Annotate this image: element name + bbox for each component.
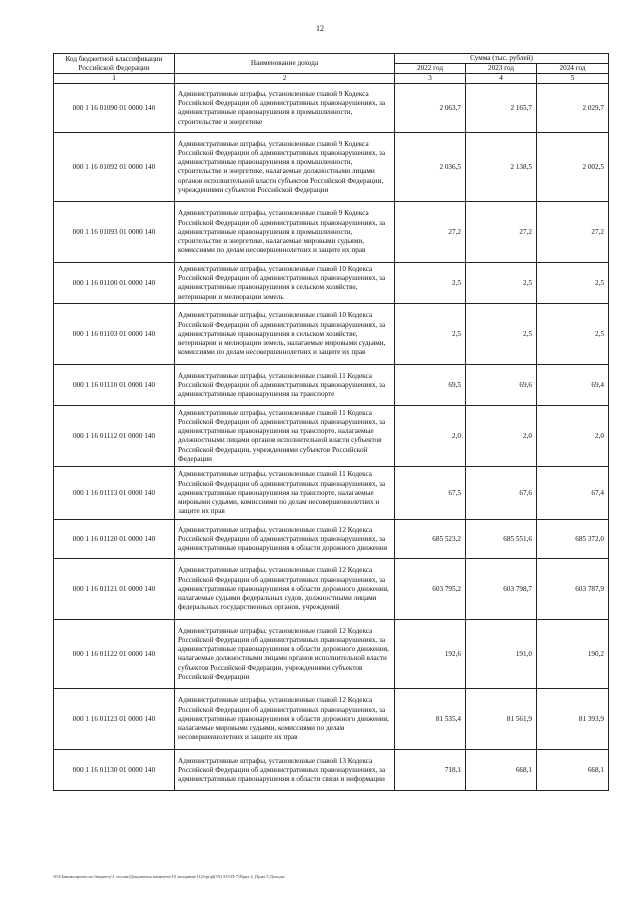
row-value-2023: 67,6 (466, 467, 537, 520)
row-value-2024: 2,5 (537, 304, 609, 365)
row-name: Административные штрафы, установленные главой 9 Кодекса Российской Федерации об административных правонарушениях, за административные правонарушения в промышленности, строительстве и энергетике (175, 84, 395, 133)
row-name: Административные штрафы, установленные главой 9 Кодекса Российской Федерации об административных правонарушениях, за административные правонарушения в промышленности, строительстве и энергетике, налагаемые должностными лицами органов исполнительной власти субъектов Российской Федерации, учреждениями субъектов Российской Федерации (175, 133, 395, 202)
row-code: 000 1 16 01110 01 0000 140 (54, 365, 175, 406)
header-year-2023: 2023 год (466, 64, 537, 74)
row-value-2024: 2,0 (537, 406, 609, 467)
header-year-2022: 2022 год (395, 64, 466, 74)
table-row (54, 559, 609, 620)
row-code: 000 1 16 01092 01 0000 140 (54, 133, 175, 202)
row-value-2023: 2 138,5 (466, 133, 537, 202)
header-name: Наименование дохода (175, 54, 395, 74)
column-number: 3 (395, 74, 466, 84)
page-number: 12 (316, 24, 324, 33)
table-row (54, 750, 609, 791)
row-code: 000 1 16 01093 01 0000 140 (54, 202, 175, 263)
row-value-2023: 2,0 (466, 406, 537, 467)
row-name: Административные штрафы, установленные главой 12 Кодекса Российской Федерации об административных правонарушениях, за административные правонарушения в области дорожного движения, налагаемые судьями федеральных судов, должностными лицами федеральных государственных органов, учреждений (175, 559, 395, 620)
row-name: Административные штрафы, установленные главой 11 Кодекса Российской Федерации об административных правонарушениях, за административные правонарушения на транспорте, налагаемые должностными лицами органов исполнительной власти субъектов Российской Федерации, учреждениями субъектов Российской Федерации (175, 406, 395, 467)
row-name: Административные штрафы, установленные главой 12 Кодекса Российской Федерации об административных правонарушениях, за административные правонарушения в области дорожного движения, налагаемые должностными лицами органов исполнительной власти субъектов Российской Федерации, учреждениями субъектов Российской Федерации (175, 620, 395, 689)
row-value-2022: 2,5 (395, 304, 466, 365)
row-value-2022: 69,5 (395, 365, 466, 406)
table-row (54, 304, 609, 365)
column-number: 2 (175, 74, 395, 84)
row-value-2022: 2,0 (395, 406, 466, 467)
row-value-2023: 2,5 (466, 263, 537, 304)
row-value-2023: 685 551,6 (466, 520, 537, 559)
header-year-2024: 2024 год (537, 64, 609, 74)
row-value-2022: 718,1 (395, 750, 466, 791)
row-value-2024: 2 002,5 (537, 133, 609, 202)
row-value-2024: 27,2 (537, 202, 609, 263)
table-row (54, 467, 609, 520)
table-row (54, 365, 609, 406)
footer-path: \Pcl\Законопроект по бюджету\1 сессия\Документы комитета\19 заседание (12)\pr\pl(19) 315-П-7\Прил 2_Прил 5 Доходы (53, 874, 285, 879)
header-sum: Сумма (тыс. рублей) (395, 54, 609, 64)
row-code: 000 1 16 01122 01 0000 140 (54, 620, 175, 689)
row-value-2022: 67,5 (395, 467, 466, 520)
row-code: 000 1 16 01090 01 0000 140 (54, 84, 175, 133)
revenue-table (53, 53, 609, 791)
row-value-2023: 668,1 (466, 750, 537, 791)
row-value-2022: 685 523,2 (395, 520, 466, 559)
row-code: 000 1 16 01112 01 0000 140 (54, 406, 175, 467)
row-value-2024: 69,4 (537, 365, 609, 406)
header-code: Код бюджетной классификации Российской Федерации (54, 54, 175, 74)
column-number: 4 (466, 74, 537, 84)
table-row (54, 689, 609, 750)
row-value-2024: 2 029,7 (537, 84, 609, 133)
row-value-2024: 685 372,0 (537, 520, 609, 559)
row-code: 000 1 16 01113 01 0000 140 (54, 467, 175, 520)
row-name: Административные штрафы, установленные главой 11 Кодекса Российской Федерации об административных правонарушениях, за административные правонарушения на транспорте (175, 365, 395, 406)
row-value-2023: 69,6 (466, 365, 537, 406)
table-row (54, 520, 609, 559)
row-value-2023: 81 561,9 (466, 689, 537, 750)
row-value-2024: 190,2 (537, 620, 609, 689)
row-value-2024: 668,1 (537, 750, 609, 791)
table-row (54, 620, 609, 689)
row-value-2023: 2,5 (466, 304, 537, 365)
table-row (54, 133, 609, 202)
row-name: Административные штрафы, установленные главой 13 Кодекса Российской Федерации об административных правонарушениях, за административные правонарушения в области связи и информации (175, 750, 395, 791)
row-name: Административные штрафы, установленные главой 12 Кодекса Российской Федерации об административных правонарушениях, за административные правонарушения в области дорожного движения, налагаемые мировыми судьями, комиссиями по делам несовершеннолетних и защите их прав (175, 689, 395, 750)
row-name: Административные штрафы, установленные главой 11 Кодекса Российской Федерации об административных правонарушениях, за административные правонарушения на транспорте, налагаемые мировыми судьями, комиссиями по делам несовершеннолетних и защите их прав (175, 467, 395, 520)
row-value-2023: 603 798,7 (466, 559, 537, 620)
row-code: 000 1 16 01100 01 0000 140 (54, 263, 175, 304)
row-code: 000 1 16 01103 01 0000 140 (54, 304, 175, 365)
row-name: Административные штрафы, установленные главой 10 Кодекса Российской Федерации об административных правонарушениях, за административные правонарушения в сельском хозяйстве, ветеринарии и мелиорации земель (175, 263, 395, 304)
column-number: 5 (537, 74, 609, 84)
row-code: 000 1 16 01121 01 0000 140 (54, 559, 175, 620)
table-body (54, 84, 609, 791)
row-value-2024: 2,5 (537, 263, 609, 304)
row-name: Административные штрафы, установленные главой 10 Кодекса Российской Федерации об административных правонарушениях, за административные правонарушения в сельском хозяйстве, ветеринарии и мелиорации земель, налагаемые мировыми судьями, комиссиями по делам несовершеннолетних и защите их прав (175, 304, 395, 365)
table-row (54, 84, 609, 133)
row-value-2023: 191,0 (466, 620, 537, 689)
column-number: 1 (54, 74, 175, 84)
row-code: 000 1 16 01130 01 0000 140 (54, 750, 175, 791)
row-value-2024: 67,4 (537, 467, 609, 520)
table-row (54, 263, 609, 304)
row-value-2023: 2 165,7 (466, 84, 537, 133)
table-row (54, 202, 609, 263)
row-value-2022: 192,6 (395, 620, 466, 689)
row-value-2022: 27,2 (395, 202, 466, 263)
row-code: 000 1 16 01120 01 0000 140 (54, 520, 175, 559)
row-value-2022: 81 535,4 (395, 689, 466, 750)
row-name: Административные штрафы, установленные главой 12 Кодекса Российской Федерации об административных правонарушениях, за административные правонарушения в области дорожного движения (175, 520, 395, 559)
table-row (54, 406, 609, 467)
row-value-2022: 2,5 (395, 263, 466, 304)
row-name: Административные штрафы, установленные главой 9 Кодекса Российской Федерации об административных правонарушениях, за административные правонарушения в промышленности, строительстве и энергетике, налагаемые мировыми судьями, комиссиями по делам несовершеннолетних и защите их прав (175, 202, 395, 263)
row-value-2023: 27,2 (466, 202, 537, 263)
row-code: 000 1 16 01123 01 0000 140 (54, 689, 175, 750)
row-value-2022: 2 036,5 (395, 133, 466, 202)
row-value-2022: 2 063,7 (395, 84, 466, 133)
row-value-2022: 603 795,2 (395, 559, 466, 620)
row-value-2024: 81 393,9 (537, 689, 609, 750)
row-value-2024: 603 787,9 (537, 559, 609, 620)
